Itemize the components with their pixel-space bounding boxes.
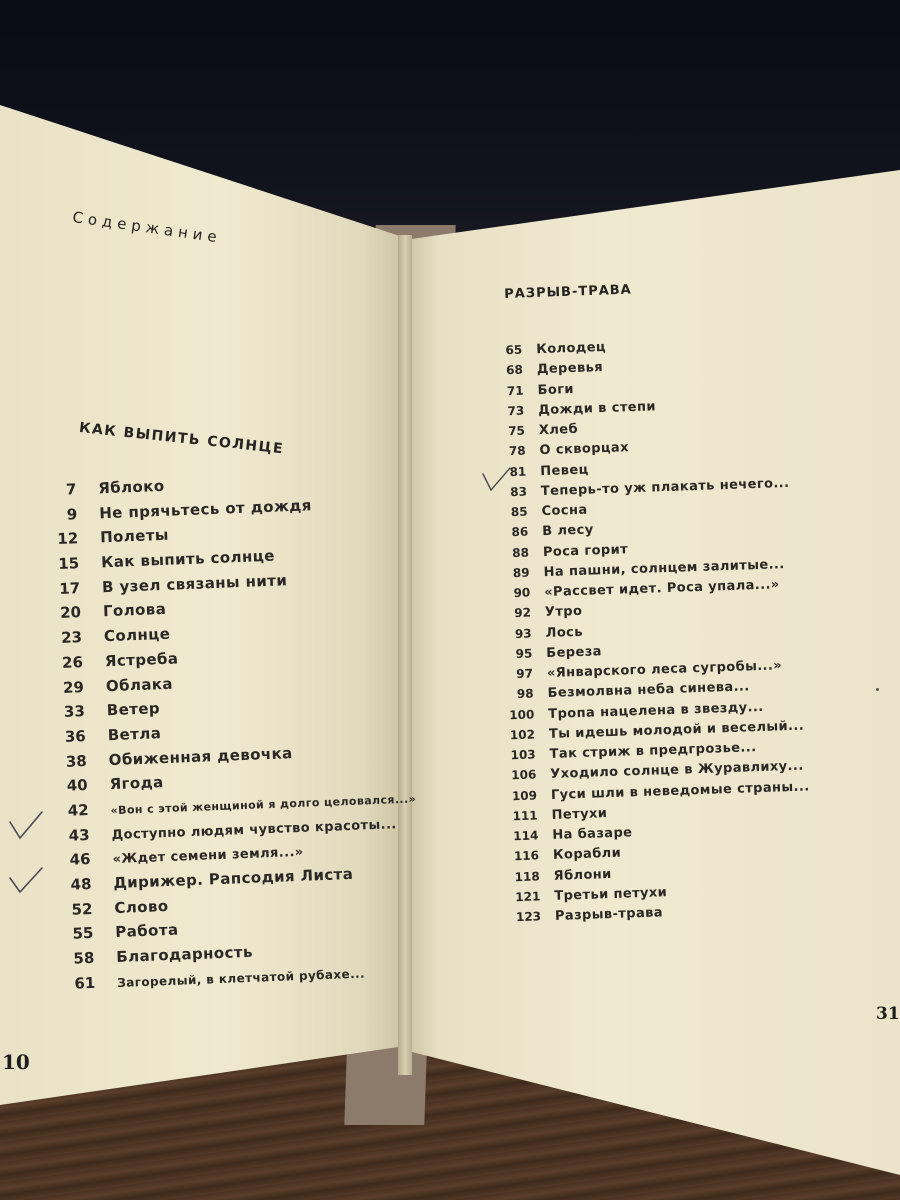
toc-title: Яблони <box>553 866 612 884</box>
toc-page-number: 38 <box>65 751 88 771</box>
toc-title: Благодарность <box>115 942 254 967</box>
toc-title: Сосна <box>541 502 588 520</box>
toc-title: Не прячьтесь от дождя <box>98 495 313 523</box>
toc-page-number: 86 <box>511 524 529 540</box>
toc-title: Облака <box>105 674 174 695</box>
toc-page-number: 92 <box>514 605 532 621</box>
toc-title: Колодец <box>535 339 607 358</box>
toc-title: Ястреба <box>104 649 179 671</box>
toc-page-number: 9 <box>66 504 78 524</box>
toc-page-number: 26 <box>61 652 84 672</box>
toc-page-number: 55 <box>72 924 94 944</box>
pencil-checkmark-icon <box>6 862 46 902</box>
toc-title: Теперь-то уж плакать нечего... <box>540 475 790 499</box>
toc-page-number: 23 <box>60 628 83 648</box>
contents-heading: Содержание <box>71 208 223 247</box>
toc-page-number: 48 <box>70 874 92 894</box>
right-page-number: 31 <box>876 1004 900 1024</box>
right-section-title: РАЗРЫВ-ТРАВА <box>504 282 633 302</box>
toc-page-number: 100 <box>509 706 535 722</box>
toc-page-number: 85 <box>510 504 528 520</box>
toc-page-number: 97 <box>516 666 534 682</box>
toc-page-number: 46 <box>69 850 91 870</box>
toc-title: Дирижер. Рапсодия Листа <box>113 864 354 893</box>
toc-title: В узел связаны нити <box>101 570 288 597</box>
toc-title: Корабли <box>552 845 622 864</box>
toc-page-number: 43 <box>68 825 90 845</box>
toc-title: Работа <box>115 921 179 942</box>
toc-page-number: 111 <box>512 808 538 823</box>
toc-page-number: 89 <box>512 565 530 580</box>
toc-page-number: 71 <box>506 383 524 398</box>
toc-title: Утро <box>544 604 583 621</box>
toc-page-number: 109 <box>511 787 538 803</box>
toc-title: Петухи <box>551 805 608 823</box>
toc-page-number: 36 <box>64 726 87 746</box>
toc-page-number: 88 <box>511 545 530 560</box>
toc-title: Яблоко <box>97 476 165 498</box>
toc-title: На пашни, солнцем залитые... <box>543 556 785 580</box>
toc-title: Гуси шли в неведомые страны... <box>550 778 810 803</box>
toc-title: Уходило солнце в Журавлиху... <box>550 758 804 783</box>
toc-title: Так стриж в предгрозье... <box>549 740 757 762</box>
toc-title: Ветер <box>106 699 161 720</box>
toc-page-number: 90 <box>513 585 531 601</box>
toc-page-number: 102 <box>509 727 536 743</box>
toc-title: Роса горит <box>542 541 629 560</box>
toc-page-number: 15 <box>57 554 80 574</box>
toc-title: Хлеб <box>538 421 579 439</box>
toc-page-number: 118 <box>514 868 540 884</box>
toc-page-number: 93 <box>514 626 532 641</box>
toc-title: «Вон с этой женщиной я долго целовался...» <box>110 792 417 818</box>
toc-page-number: 52 <box>71 899 93 919</box>
toc-title: На базаре <box>552 825 633 843</box>
toc-title: Загорелый, в клетчатой рубахе... <box>117 966 366 990</box>
toc-title: О скворцах <box>539 440 630 459</box>
toc-title: Третьи петухи <box>554 884 668 904</box>
paper-speck <box>876 688 879 691</box>
toc-title: Полеты <box>99 526 170 547</box>
left-page-number: 10 <box>2 1050 30 1074</box>
toc-title: Ветла <box>107 724 162 745</box>
toc-title: Береза <box>546 643 603 661</box>
toc-title: «Рассвет идет. Роса упала...» <box>544 577 780 601</box>
toc-page-number: 103 <box>510 747 536 763</box>
toc-page-number: 7 <box>65 480 77 499</box>
toc-title: Ягода <box>109 773 164 794</box>
toc-title: Тропа нацелена в звезду... <box>548 699 764 722</box>
toc-page-number: 116 <box>513 848 540 864</box>
toc-page-number: 40 <box>66 776 89 796</box>
toc-title: Дожди в степи <box>537 399 657 418</box>
toc-page-number: 68 <box>505 362 524 378</box>
toc-page-number: 106 <box>511 767 537 783</box>
toc-page-number: 33 <box>63 702 86 722</box>
toc-page-number: 42 <box>67 800 89 820</box>
left-section-title: КАК ВЫПИТЬ СОЛНЦЕ <box>78 420 285 458</box>
toc-page-number: 20 <box>59 603 82 623</box>
toc-title: Слово <box>114 896 169 917</box>
toc-title: Как выпить солнце <box>100 546 276 572</box>
pencil-checkmark-icon <box>480 466 514 496</box>
toc-title: Голова <box>102 600 167 621</box>
toc-title: Солнце <box>103 624 171 646</box>
toc-title: В лесу <box>542 522 594 540</box>
toc-page-number: 83 <box>509 484 528 499</box>
toc-title: «Ждет семени земля...» <box>112 845 304 868</box>
toc-page-number: 17 <box>58 578 81 598</box>
toc-page-number: 58 <box>73 948 95 968</box>
toc-page-number: 78 <box>508 443 526 459</box>
toc-page-number: 98 <box>516 686 534 702</box>
toc-page-number: 123 <box>515 909 542 925</box>
toc-page-number: 95 <box>515 646 533 661</box>
toc-title: Боги <box>537 381 575 398</box>
toc-page-number: 81 <box>509 464 527 479</box>
toc-title: Лось <box>545 624 584 641</box>
toc-title: Доступно людям чувство красоты... <box>111 816 397 843</box>
toc-title: Ты идешь молодой и веселый... <box>548 718 805 742</box>
toc-page-number: 75 <box>507 423 526 439</box>
toc-page-number: 61 <box>74 973 96 993</box>
toc-page-number: 114 <box>513 828 539 844</box>
toc-title: Разрыв-трава <box>554 905 664 924</box>
toc-title: Певец <box>539 462 589 479</box>
toc-page-number: 65 <box>505 342 523 358</box>
toc-page-number: 73 <box>507 403 525 418</box>
toc-page-number: 12 <box>57 529 79 549</box>
toc-title: Обиженная девочка <box>108 743 293 769</box>
pencil-checkmark-icon <box>6 808 46 848</box>
toc-page-number: 121 <box>515 889 541 904</box>
toc-title: Деревья <box>536 360 604 378</box>
toc-title: «Январского леса сугробы...» <box>546 658 783 682</box>
toc-page-number: 29 <box>62 677 85 697</box>
left-toc-list <box>30 468 423 1000</box>
right-toc-list <box>482 334 814 931</box>
toc-title: Безмолвна неба синева... <box>547 679 750 702</box>
